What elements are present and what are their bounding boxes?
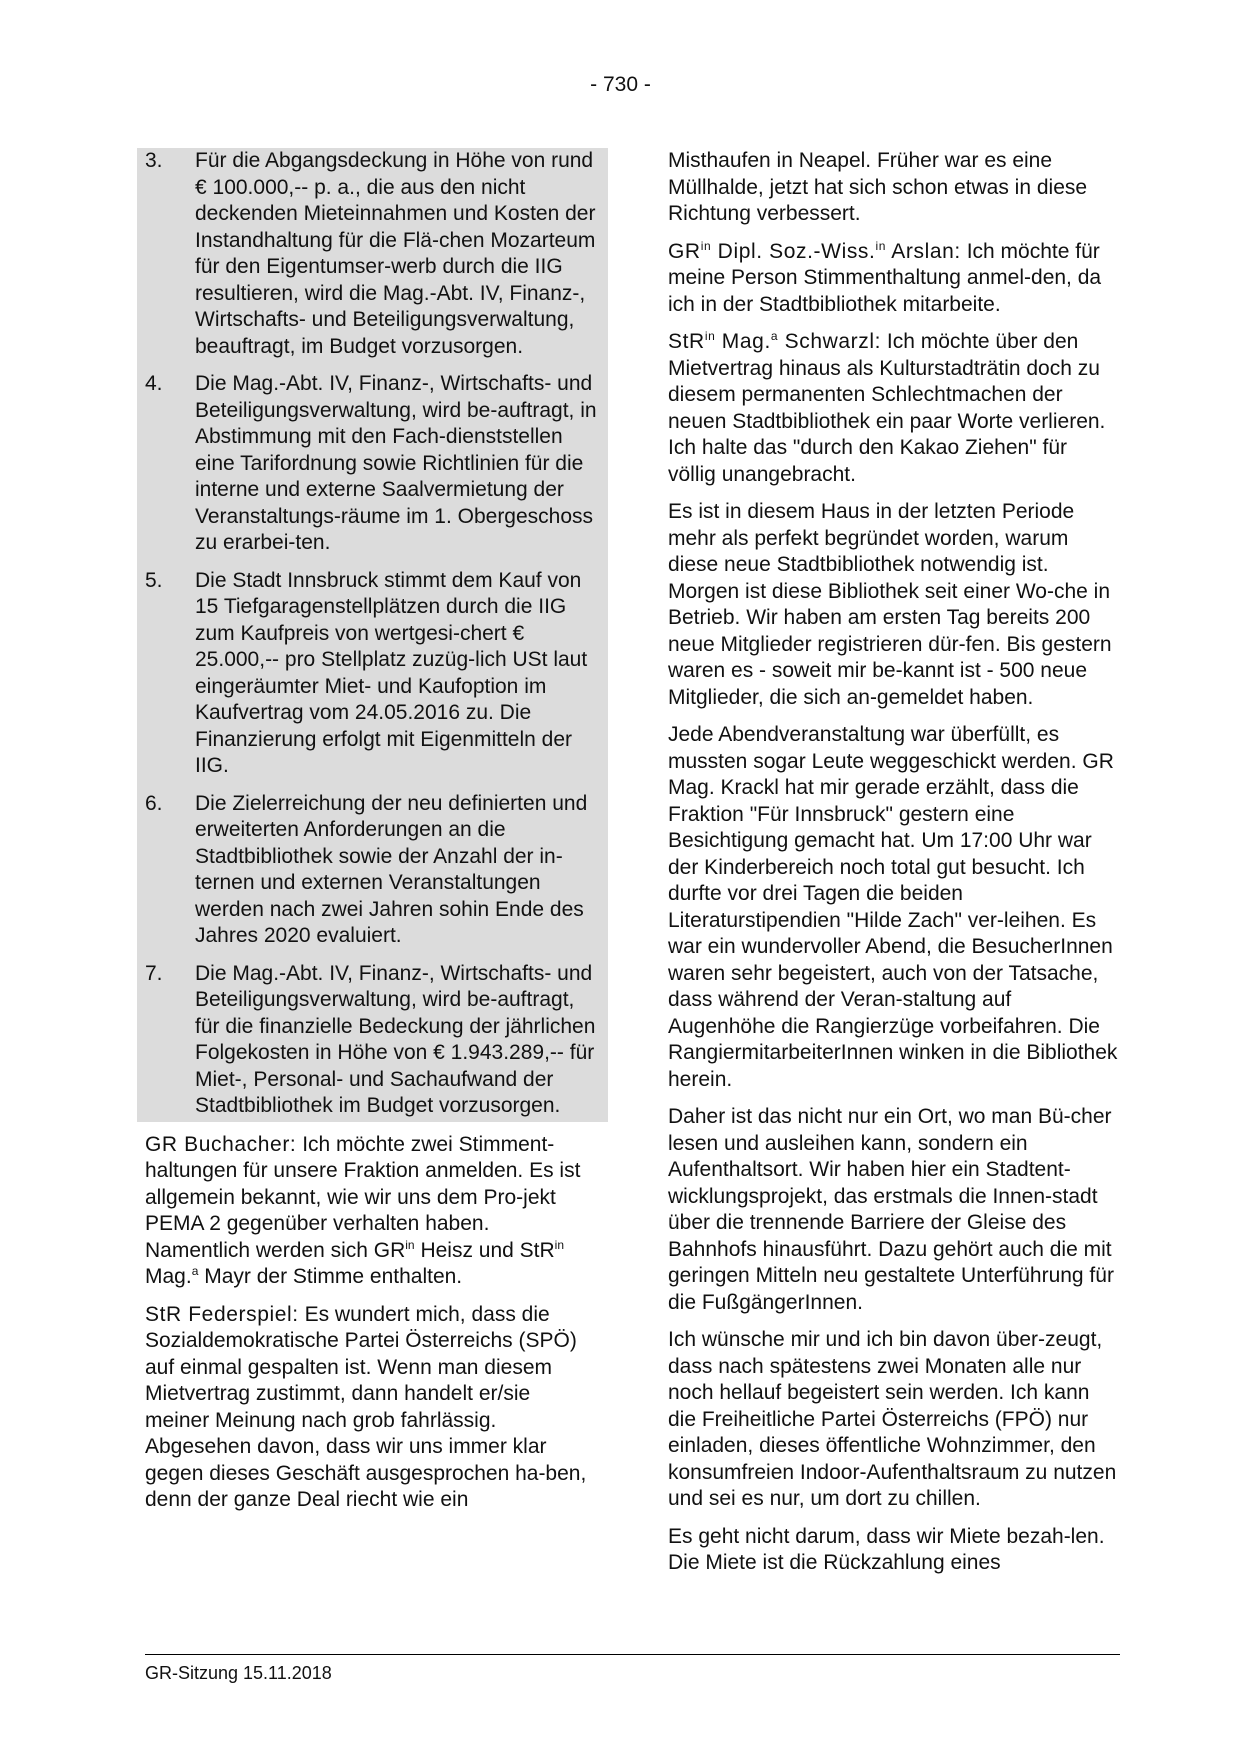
item-text: Die Stadt Innsbruck stimmt dem Kauf von 15 Tiefgaragenstellplätzen durch die IIG zum Kaufpreis von wertgesi-chert € 25.000,-- pro Stellplatz zuzüg-lich USt laut eingeräumter Miet- und Kaufoption im Kaufvertrag vom 24.05.2016 zu. Die Finanzierung erfolgt mit Eigenmitteln der IIG. <box>195 568 588 777</box>
paragraph: Es ist in diesem Haus in der letzten Periode mehr als perfekt begründet worden, warum diese neue Stadtbibliothek notwendig ist. Morgen ist diese Bibliothek seit einer Wo-che in Betrieb. Wir haben am ersten Tag bereits 200 neue Mitglieder registrieren dür-fen. Bis gestern waren es - soweit mir be-kannt ist - 500 neue Mitglieder, die sich an-gemeldet haben. <box>668 500 1112 709</box>
motion-items-box <box>137 148 608 1122</box>
footer-divider <box>145 1654 1120 1655</box>
right-column <box>668 148 1118 1588</box>
speaker-name: StR Federspiel: <box>145 1302 299 1326</box>
speaker-name: $GR^{in}$ Dipl. Soz.-Wiss.$^{in}$ Arslan: <box>668 238 961 263</box>
paragraph-arslan: $GR^{in}$ Dipl. Soz.-Wiss.$^{in}$ Arslan: Ich möchte für meine Person Stimmenthaltung anmel-den, da ich in der Stadtbibliothek mitarbeite. <box>668 238 1102 316</box>
item-number: 5. <box>145 568 163 592</box>
list-item <box>145 791 600 950</box>
item-text: Die Zielerreichung der neu definierten und erweiterten Anforderungen an die Stadtbibliothek sowie der Anzahl der in-ternen und externen Veranstaltungen werden nach zwei Jahren sohin Ende des Jahres 2020 evaluiert. <box>195 791 588 947</box>
list-item <box>145 568 600 780</box>
item-number: 3. <box>145 149 163 172</box>
item-text: Für die Abgangsdeckung in Höhe von rund € 100.000,-- p. a., die aus den nicht deckenden Mieteinnahmen und Kosten der Instandhaltung für die Flä-chen Mozarteum für den Eigentumser-werb durch die IIG resultieren, wird die Mag.-Abt. IV, Finanz-, Wirtschafts- und Beteiligungsverwaltung, beauftragt, im Budget vorzusorgen. <box>195 149 596 358</box>
footer-text: GR-Sitzung 15.11.2018 <box>145 1663 332 1683</box>
paragraph: Es geht nicht darum, dass wir Miete bezah-len. Die Miete ist die Rückzahlung eines <box>668 1524 1105 1574</box>
list-item <box>145 148 600 360</box>
paragraph-schwarzl: StR$^{in}$ Mag.$^a$ Schwarzl: Ich möchte über den Mietvertrag hinaus als Kulturstadträtin doch zu diesem permanenten Schlechtmachen der neuen Stadtbibliothek ein paar Worte verlieren. Ich halte das "durch den Kakao Ziehen" für völlig unangebracht. <box>668 329 1106 486</box>
paragraph-federspiel: StR Federspiel: Es wundert mich, dass die Sozialdemokratische Partei Österreichs (SPÖ) auf einmal gespalten ist. Wenn man diesem Mietvertrag zustimmt, dann handelt er/sie meiner Meinung nach grob fahrlässig. Abgesehen davon, dass wir uns immer klar gegen dieses Geschäft ausgesprochen ha-ben, denn der ganze Deal riecht wie ein <box>145 1302 587 1511</box>
list-item <box>145 371 600 557</box>
item-text: Die Mag.-Abt. IV, Finanz-, Wirtschafts- und Beteiligungsverwaltung, wird be-auftragt, für die finanzielle Bedeckung der jährlichen Folgekosten in Höhe von € 1.943.289,-- für Miet-, Personal- und Sachaufwand der Stadtbibliothek im Budget vorzusorgen. <box>195 961 596 1117</box>
speaker-name: StR$^{in}$ Mag.$^a$ Schwarzl: <box>668 329 882 353</box>
left-column <box>145 148 600 1525</box>
paragraph: Jede Abendveranstaltung war überfüllt, es mussten sogar Leute weggeschickt werden. GR Mag. Krackl hat mir gerade erzählt, dass die Fraktion "Für Innsbruck" gestern eine Besichtigung gemacht hat. Um 17:00 Uhr war der Kinderbereich noch total gut besucht. Ich durfte vor drei Tagen die beiden Literaturstipendien "Hilde Zach" ver-leihen. Es war ein wundervoller Abend, die BesucherInnen waren sehr begeistert, auch von der Tatsache, dass während der Veran-staltung auf Augenhöhe die Rangierzüge vorbeifahren. Die RangiermitarbeiterInnen winken in die Bibliothek herein. <box>668 723 1118 1091</box>
item-text: Die Mag.-Abt. IV, Finanz-, Wirtschafts- und Beteiligungsverwaltung, wird be-auftragt, in Abstimmung mit den Fach-dienststellen eine Tarifordnung sowie Richtlinien für die interne und externe Saalvermietung der Veranstaltungs-räume im 1. Obergeschoss zu erarbei-ten. <box>195 372 597 554</box>
paragraph: Daher ist das nicht nur ein Ort, wo man Bü-cher lesen und ausleihen kann, sondern ein Aufenthaltsort. Wir haben hier ein Stadtent-wicklungsprojekt, das erstmals die Innen-stadt über die trennende Barriere der Gleise des Bahnhofs hinausführt. Dazu gehört auch die mit geringen Mitteln neu gestaltete Unterführung für die FußgängerInnen. <box>668 1105 1114 1314</box>
paragraph: Ich wünsche mir und ich bin davon über-zeugt, dass nach spätestens zwei Monaten alle nur noch hellauf begeistert sein werden. Ich kann die Freiheitliche Partei Österreichs (FPÖ) nur einladen, dieses öffentliche Wohnzimmer, den konsumfreien Indoor-Aufenthaltsraum zu nutzen und sei es nur, um dort zu chillen. <box>668 1328 1117 1510</box>
item-number: 4. <box>145 372 163 395</box>
item-number: 7. <box>145 961 163 985</box>
list-item <box>145 961 600 1120</box>
paragraph-continuation: Misthaufen in Neapel. Früher war es eine Müllhalde, jetzt hat sich schon etwas in diese Richtung verbessert. <box>668 149 1088 225</box>
speaker-name: GR Buchacher: <box>145 1132 297 1156</box>
page-number: - 730 - <box>590 73 651 96</box>
paragraph-buchacher: GR Buchacher: Ich möchte zwei Stimment-haltungen für unsere Fraktion anmelden. Es ist allgemein bekannt, wie wir uns dem Pro-jekt PEMA 2 gegenüber verhalten haben. Namentlich werden sich $GR^{in}$ Heisz und StR$^{in}$ Mag.$^a$ Mayr der Stimme enthalten. <box>145 1132 581 1288</box>
item-number: 6. <box>145 791 163 815</box>
